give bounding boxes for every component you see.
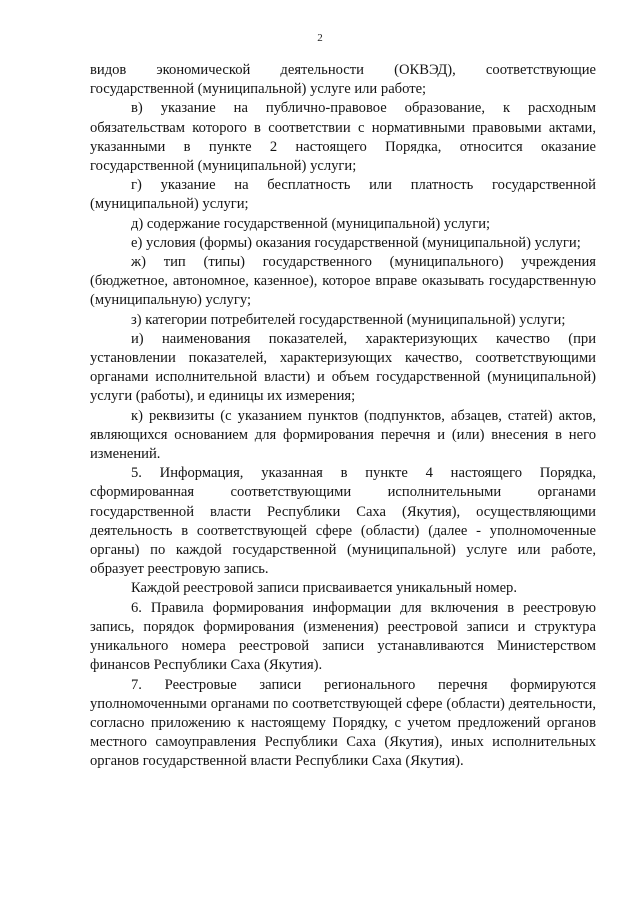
- paragraph-unique-number: Каждой реестровой записи присваивается уникальный номер.: [131, 580, 517, 597]
- paragraph-clause-6: 6. Правила формирования информации для включения в реестровую запись, порядок формирования (изменения) реестровой записи и структура уникального номера реестровой записи устанавливаются Министерством финансов Республики Саха (Якутия).: [90, 599, 596, 674]
- paragraph-clause-5: 5. Информация, указанная в пункте 4 настоящего Порядка, сформированная соответствующими исполнительными органами государственной власти Республики Саха (Якутия), осуществляющими деятельность в соответствующей сфере (области) (далее - уполномоченные органы) по каждой государственной (муниципальной) услуге или работе, образует реестровую запись.: [90, 465, 596, 578]
- paragraph-item-v: в) указание на публично-правовое образование, к расходным обязательствам которого в соответствии с нормативными правовыми актами, указанными в пункте 2 настоящего Порядка, относится оказание государственной (муниципальной) услуги;: [90, 100, 596, 175]
- paragraph-item-zh: ж) тип (типы) государственного (муниципального) учреждения (бюджетное, автономное, казенное), которое вправе оказывать государственную (муниципальную) услугу;: [90, 254, 596, 309]
- paragraph-item-e: е) условия (формы) оказания государственной (муниципальной) услуги;: [131, 234, 581, 251]
- document-body: [90, 61, 596, 772]
- paragraph-item-i: и) наименования показателей, характеризующих качество (при установлении показателей, характеризующих качество, соответствующими органами исполнительной власти) и объем государственной (муниципальной) услуги (работы), и единицы их измерения;: [90, 330, 596, 405]
- paragraph-item-z: з) категории потребителей государственной (муниципальной) услуги;: [131, 311, 566, 328]
- paragraph-item-k: к) реквизиты (с указанием пунктов (подпунктов, абзацев, статей) актов, являющихся основанием для формирования перечня и (или) внесения в него изменений.: [90, 407, 596, 463]
- paragraph-clause-7: 7. Реестровые записи регионального перечня формируются уполномоченными органами по соответствующей сфере (области) деятельности, согласно приложению к настоящему Порядку, с учетом предложений органов местного самоуправления Республики Саха (Якутия), иных исполнительных органов государственной власти Республики Саха (Якутия).: [90, 676, 596, 770]
- paragraph-item-g: г) указание на бесплатность или платность государственной (муниципальной) услуги;: [90, 177, 596, 213]
- page-number: 2: [317, 32, 323, 44]
- paragraph-item-d: д) содержание государственной (муниципальной) услуги;: [131, 215, 491, 232]
- paragraph-continuation-okved: видов экономической деятельности (ОКВЭД), соответствующие государственной (муниципальной) услуге или работе;: [90, 62, 596, 98]
